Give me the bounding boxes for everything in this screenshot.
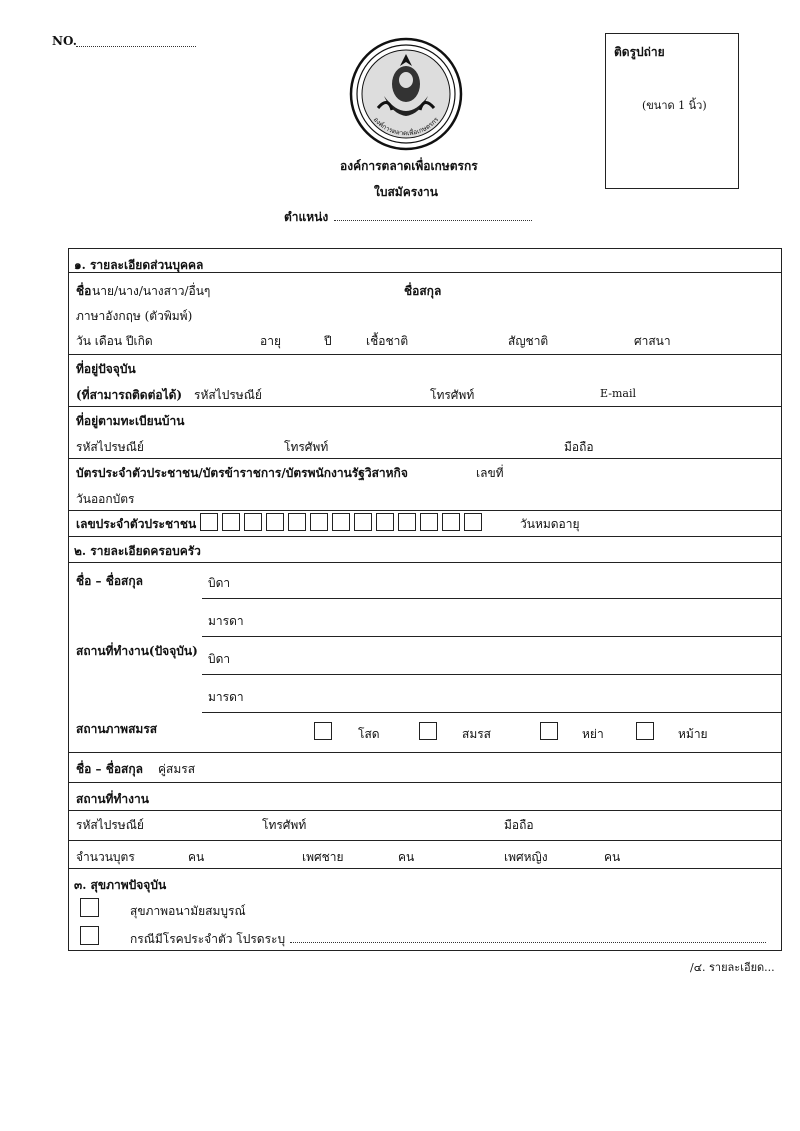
father-label: บิดา <box>208 576 231 590</box>
no-field[interactable] <box>76 46 196 47</box>
male-label: เพศชาย <box>302 850 344 864</box>
section3-heading: ๓. สุขภาพปัจจุบัน <box>74 878 167 892</box>
healthy-checkbox[interactable] <box>80 898 99 917</box>
english-label: ภาษาอังกฤษ (ตัวพิมพ์) <box>76 309 193 323</box>
workplace-label: สถานที่ทำงาน(ปัจจุบัน) <box>76 644 198 658</box>
org-name: องค์การตลาดเพื่อเกษตรกร <box>340 159 478 173</box>
spouse-phone-label: โทรศัพท์ <box>262 818 307 832</box>
issue-date-label: วันออกบัตร <box>76 492 135 506</box>
surname-label: ชื่อสกุล <box>404 284 442 298</box>
expiry-label: วันหมดอายุ <box>520 517 580 531</box>
disease-checkbox[interactable] <box>80 926 99 945</box>
section2-heading: ๒. รายละเอียดครอบครัว <box>74 544 201 558</box>
name-label: ชื่อ <box>76 284 92 298</box>
id-digit-box[interactable] <box>398 513 416 531</box>
id-digit-box[interactable] <box>200 513 218 531</box>
married-checkbox[interactable] <box>419 722 437 740</box>
card-no-label: เลขที่ <box>476 466 504 480</box>
postcode-label-2: รหัสไปรษณีย์ <box>76 440 144 454</box>
position-label: ตำแหน่ง <box>284 210 329 224</box>
phone-label-2: โทรศัพท์ <box>284 440 329 454</box>
id-digit-box[interactable] <box>420 513 438 531</box>
current-address-label: ที่อยู่ปัจจุบัน <box>76 362 136 376</box>
spouse-work-label: สถานที่ทำงาน <box>76 792 149 806</box>
id-digit-box[interactable] <box>222 513 240 531</box>
spouse-postcode-label: รหัสไปรษณีย์ <box>76 818 144 832</box>
id-digit-box[interactable] <box>310 513 328 531</box>
religion-label: ศาสนา <box>634 334 671 348</box>
id-digit-box[interactable] <box>332 513 350 531</box>
female-unit: คน <box>604 850 621 864</box>
mother-label-2: มารดา <box>208 690 244 704</box>
name-prefix: นาย/นาง/นางสาว/อื่นๆ <box>92 284 211 298</box>
form-title: ใบสมัครงาน <box>374 185 438 199</box>
photo-box[interactable] <box>605 33 739 189</box>
disease-label: กรณีมีโรคประจำตัว โปรดระบุ <box>130 932 286 946</box>
id-digit-box[interactable] <box>464 513 482 531</box>
postcode-label: รหัสไปรษณีย์ <box>194 388 262 402</box>
children-label: จำนวนบุตร <box>76 850 135 864</box>
children-unit: คน <box>188 850 205 864</box>
disease-field[interactable] <box>290 942 766 943</box>
email-label: E-mail <box>600 387 636 400</box>
continued-label: /๔. รายละเอียด... <box>690 961 775 974</box>
age-label: อายุ <box>260 334 281 348</box>
nationality-label: สัญชาติ <box>508 334 549 348</box>
id-digit-box[interactable] <box>244 513 262 531</box>
organization-emblem <box>348 36 464 152</box>
marital-label: สถานภาพสมรส <box>76 722 158 736</box>
position-field[interactable] <box>334 220 532 221</box>
divorced-label: หย่า <box>582 727 604 741</box>
healthy-label: สุขภาพอนามัยสมบูรณ์ <box>130 904 246 918</box>
photo-size-note: (ขนาด 1 นิ้ว) <box>642 99 707 112</box>
photo-box-title: ติดรูปถ่าย <box>614 45 665 59</box>
citizen-id-boxes[interactable] <box>200 513 486 531</box>
id-digit-box[interactable] <box>442 513 460 531</box>
id-digit-box[interactable] <box>354 513 372 531</box>
race-label: เชื้อชาติ <box>366 334 409 348</box>
section1-heading: ๑. รายละเอียดส่วนบุคคล <box>74 258 204 272</box>
widowed-label: หม้าย <box>678 727 708 741</box>
mother-label: มารดา <box>208 614 244 628</box>
birth-label: วัน เดือน ปีเกิด <box>76 334 153 348</box>
spouse-mobile-label: มือถือ <box>504 818 534 832</box>
spouse-label: คู่สมรส <box>158 762 196 776</box>
id-digit-box[interactable] <box>288 513 306 531</box>
widowed-checkbox[interactable] <box>636 722 654 740</box>
single-checkbox[interactable] <box>314 722 332 740</box>
phone-label: โทรศัพท์ <box>430 388 475 402</box>
id-digit-box[interactable] <box>376 513 394 531</box>
male-unit: คน <box>398 850 415 864</box>
father-label-2: บิดา <box>208 652 231 666</box>
spouse-name-label: ชื่อ – ชื่อสกุล <box>76 762 144 776</box>
svg-text:องค์การตลาดเพื่อเกษตรกร: องค์การตลาดเพื่อเกษตรกร <box>371 115 441 138</box>
divorced-checkbox[interactable] <box>540 722 558 740</box>
contact-label: (ที่สามารถติดต่อได้) <box>76 388 183 402</box>
family-name-label: ชื่อ – ชื่อสกุล <box>76 574 144 588</box>
id-card-label: บัตรประจำตัวประชาชน/บัตรข้าราชการ/บัตรพนักงานรัฐวิสาหกิจ <box>76 466 408 480</box>
mobile-label: มือถือ <box>564 440 594 454</box>
id-digit-box[interactable] <box>266 513 284 531</box>
single-label: โสด <box>358 727 380 741</box>
female-label: เพศหญิง <box>504 850 548 864</box>
no-label: NO. <box>52 34 77 48</box>
registered-address-label: ที่อยู่ตามทะเบียนบ้าน <box>76 414 185 428</box>
citizen-id-label: เลขประจำตัวประชาชน <box>76 517 197 531</box>
married-label: สมรส <box>462 727 492 741</box>
year-label: ปี <box>324 334 332 348</box>
